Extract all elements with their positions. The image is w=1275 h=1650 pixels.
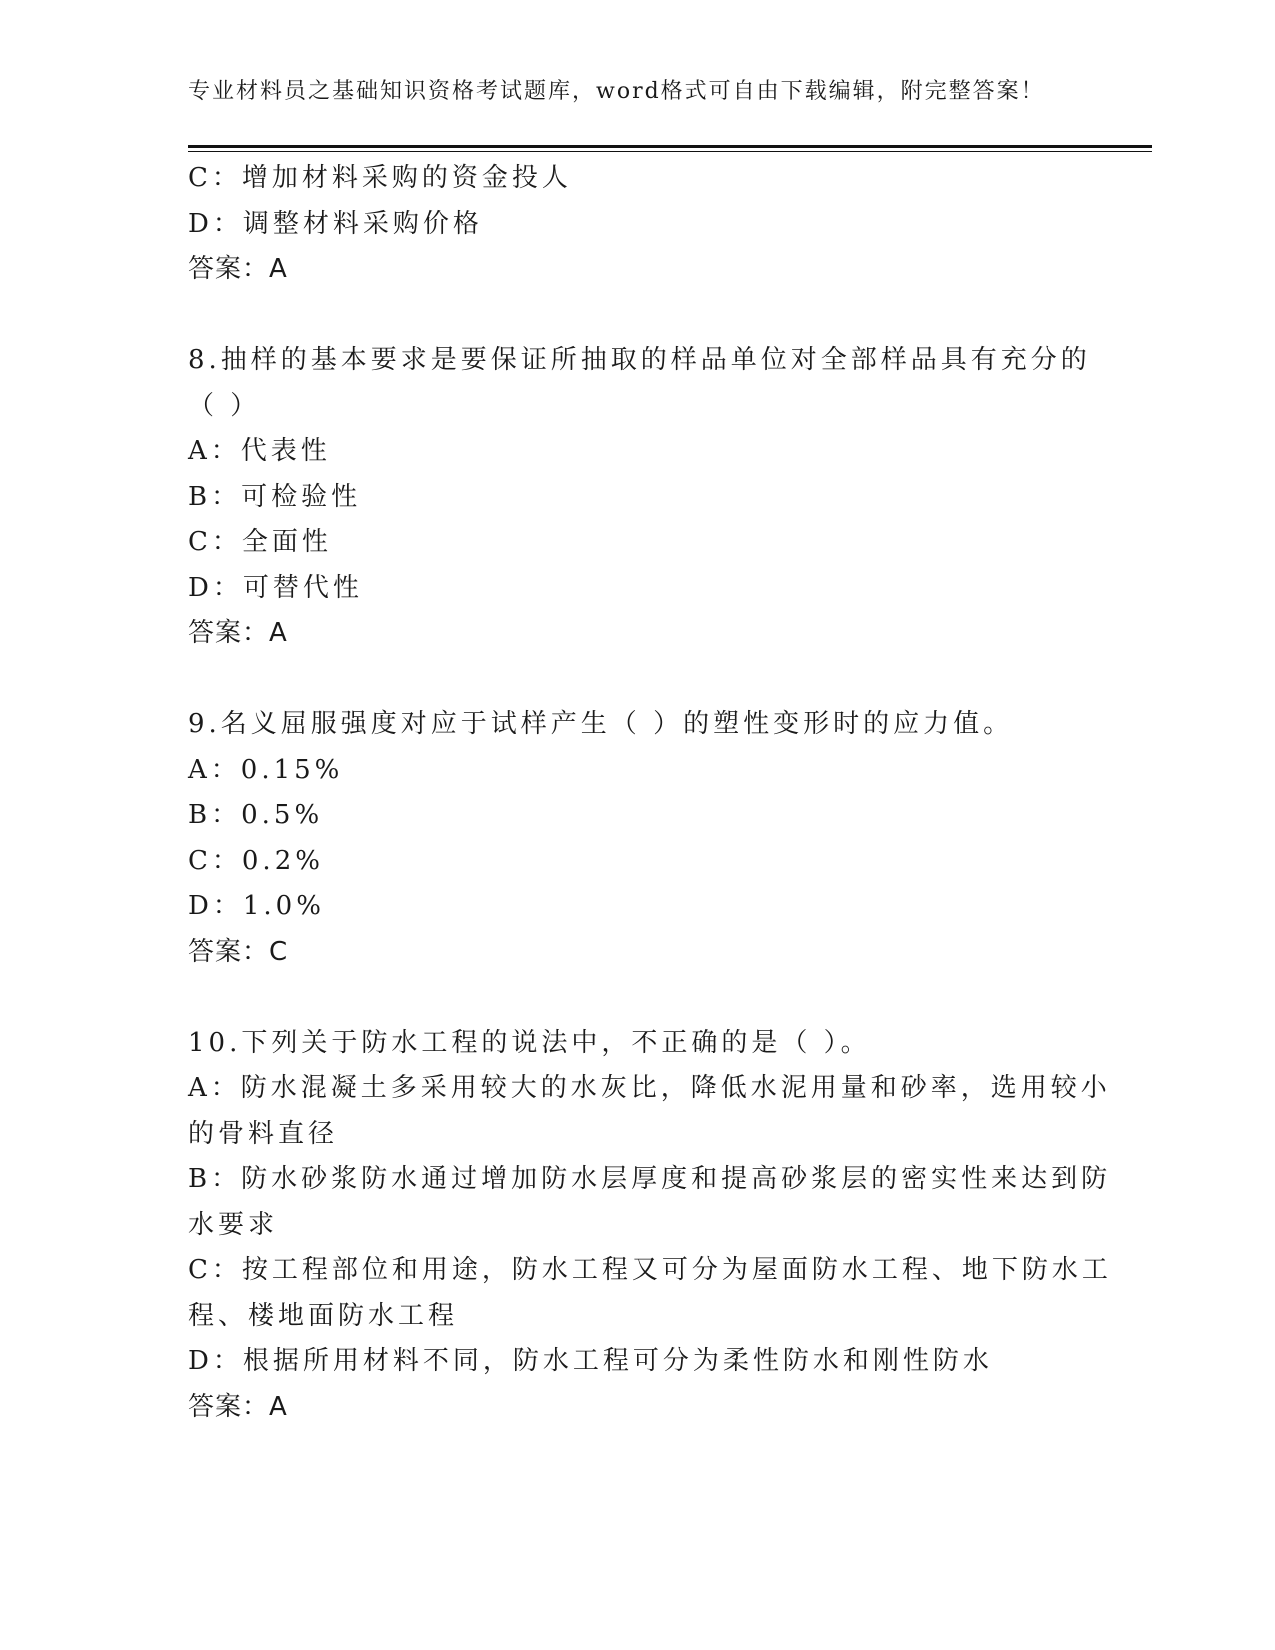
option-d: D：根据所用材料不同，防水工程可分为柔性防水和刚性防水 — [188, 1346, 993, 1376]
page-header: 专业材料员之基础知识资格考试题库，word格式可自由下载编辑，附完整答案！ — [188, 79, 1045, 104]
spacer — [188, 293, 1088, 339]
option-d: D：调整材料采购价格 — [188, 208, 483, 239]
answer-line: 答案：C — [188, 936, 289, 967]
previous-question-block — [188, 156, 1088, 293]
option-b: B：可检验性 — [188, 481, 362, 512]
answer-line: 答案：A — [188, 1391, 288, 1422]
option-a: A：0.15% — [188, 754, 344, 785]
spacer — [188, 975, 1088, 1021]
question-stem: 9.名义屈服强度对应于试样产生（ ）的塑性变形时的应力值。 — [188, 709, 1014, 739]
option-b: B：0.5% — [188, 800, 324, 830]
question-10-block — [188, 1021, 1112, 1431]
question-stem-continuation: （ ） — [188, 390, 261, 421]
header-rule-thin — [188, 151, 1152, 152]
question-8-block — [188, 338, 1091, 657]
question-9-block — [188, 702, 1088, 975]
option-b-continuation: 水要求 — [188, 1209, 279, 1240]
option-a: A：防水混凝土多采用较大的水灰比，降低水泥用量和砂率，选用较小 — [188, 1073, 1111, 1103]
option-b: B：防水砂浆防水通过增加防水层厚度和提高砂浆层的密实性来达到防 — [188, 1164, 1112, 1194]
option-d: D：1.0% — [188, 891, 325, 921]
answer-line: 答案：A — [188, 618, 288, 648]
header-rule-thick — [188, 145, 1152, 148]
option-a-continuation: 的骨料直径 — [188, 1118, 339, 1149]
option-d: D：可替代性 — [188, 572, 363, 603]
option-c: C：0.2% — [188, 845, 324, 876]
question-stem: 8.抽样的基本要求是要保证所抽取的样品单位对全部样品具有充分的 — [188, 345, 1091, 375]
option-c-continuation: 程、楼地面防水工程 — [188, 1300, 459, 1331]
option-a: A：代表性 — [188, 436, 331, 466]
question-stem: 10.下列关于防水工程的说法中，不正确的是（ ）。 — [188, 1027, 871, 1058]
option-c: C：按工程部位和用途，防水工程又可分为屋面防水工程、地下防水工 — [188, 1255, 1112, 1285]
spacer — [188, 657, 1088, 703]
option-c: C：全面性 — [188, 527, 332, 557]
answer-line: 答案：A — [188, 254, 288, 284]
option-c: C：增加材料采购的资金投人 — [188, 163, 572, 193]
question-content — [188, 156, 1112, 1430]
